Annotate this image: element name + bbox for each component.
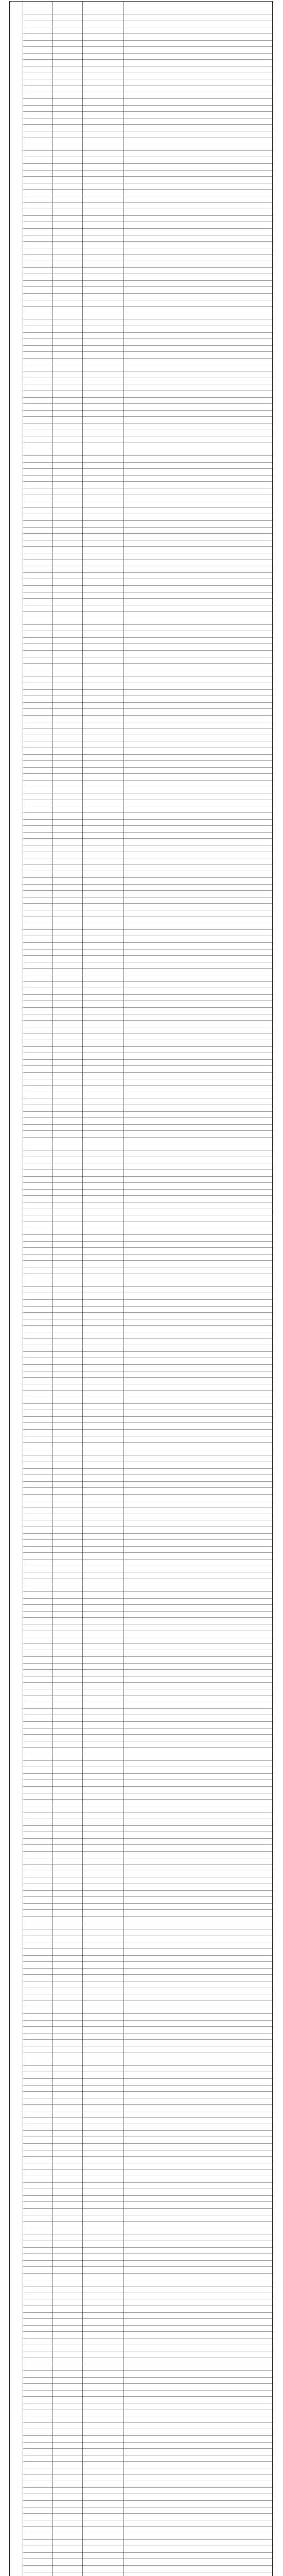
table-grid xyxy=(9,1,273,2576)
table-border xyxy=(10,2,273,2576)
data-table xyxy=(9,1,273,2576)
